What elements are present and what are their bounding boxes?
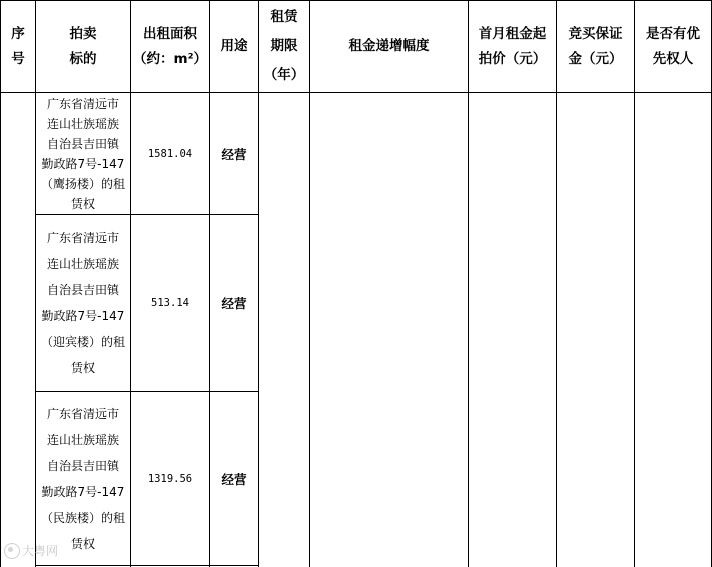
watermark-text: 大粤网 xyxy=(22,544,59,558)
table-row-1-subject: 广东省清远市 连山壮族瑶族 自治县吉田镇 勤政路7号-147 （鹰扬楼）的租 赁权 xyxy=(40,96,125,211)
header-seq: 序 号 xyxy=(11,25,25,67)
header-deposit: 竞买保证 金（元） xyxy=(568,25,623,67)
header-priority: 是否有优 先权人 xyxy=(646,25,700,67)
table-row-3-subject: 广东省清远市 连山壮族瑶族 自治县吉田镇 勤政路7号-147 （民族楼）的租 赁权 xyxy=(40,406,125,551)
header-term: 租赁 期限 （年） xyxy=(263,9,305,83)
table-row-1-area: 1581.04 xyxy=(147,147,193,160)
table-row-2-area: 513.14 xyxy=(151,297,189,309)
header-use: 用途 xyxy=(220,38,248,54)
table-row-2-subject: 广东省清远市 连山壮族瑶族 自治县吉田镇 勤政路7号-147 （迎宾楼）的租 赁权 xyxy=(40,231,125,375)
table-row-2-use: 经营 xyxy=(221,296,247,311)
table-row-3-use: 经营 xyxy=(221,471,247,487)
table-row-1-use: 经营 xyxy=(221,146,247,162)
watermark xyxy=(4,542,58,559)
header-increase: 租金递增幅度 xyxy=(348,38,430,54)
header-area: 出租面积 （约：m²） xyxy=(133,25,207,67)
camera-lens-icon xyxy=(4,543,20,559)
header-subject: 拍卖 标的 xyxy=(69,25,97,67)
header-first-rent: 首月租金起 拍价（元） xyxy=(478,25,547,67)
table-row-3-area: 1319.56 xyxy=(147,472,193,485)
